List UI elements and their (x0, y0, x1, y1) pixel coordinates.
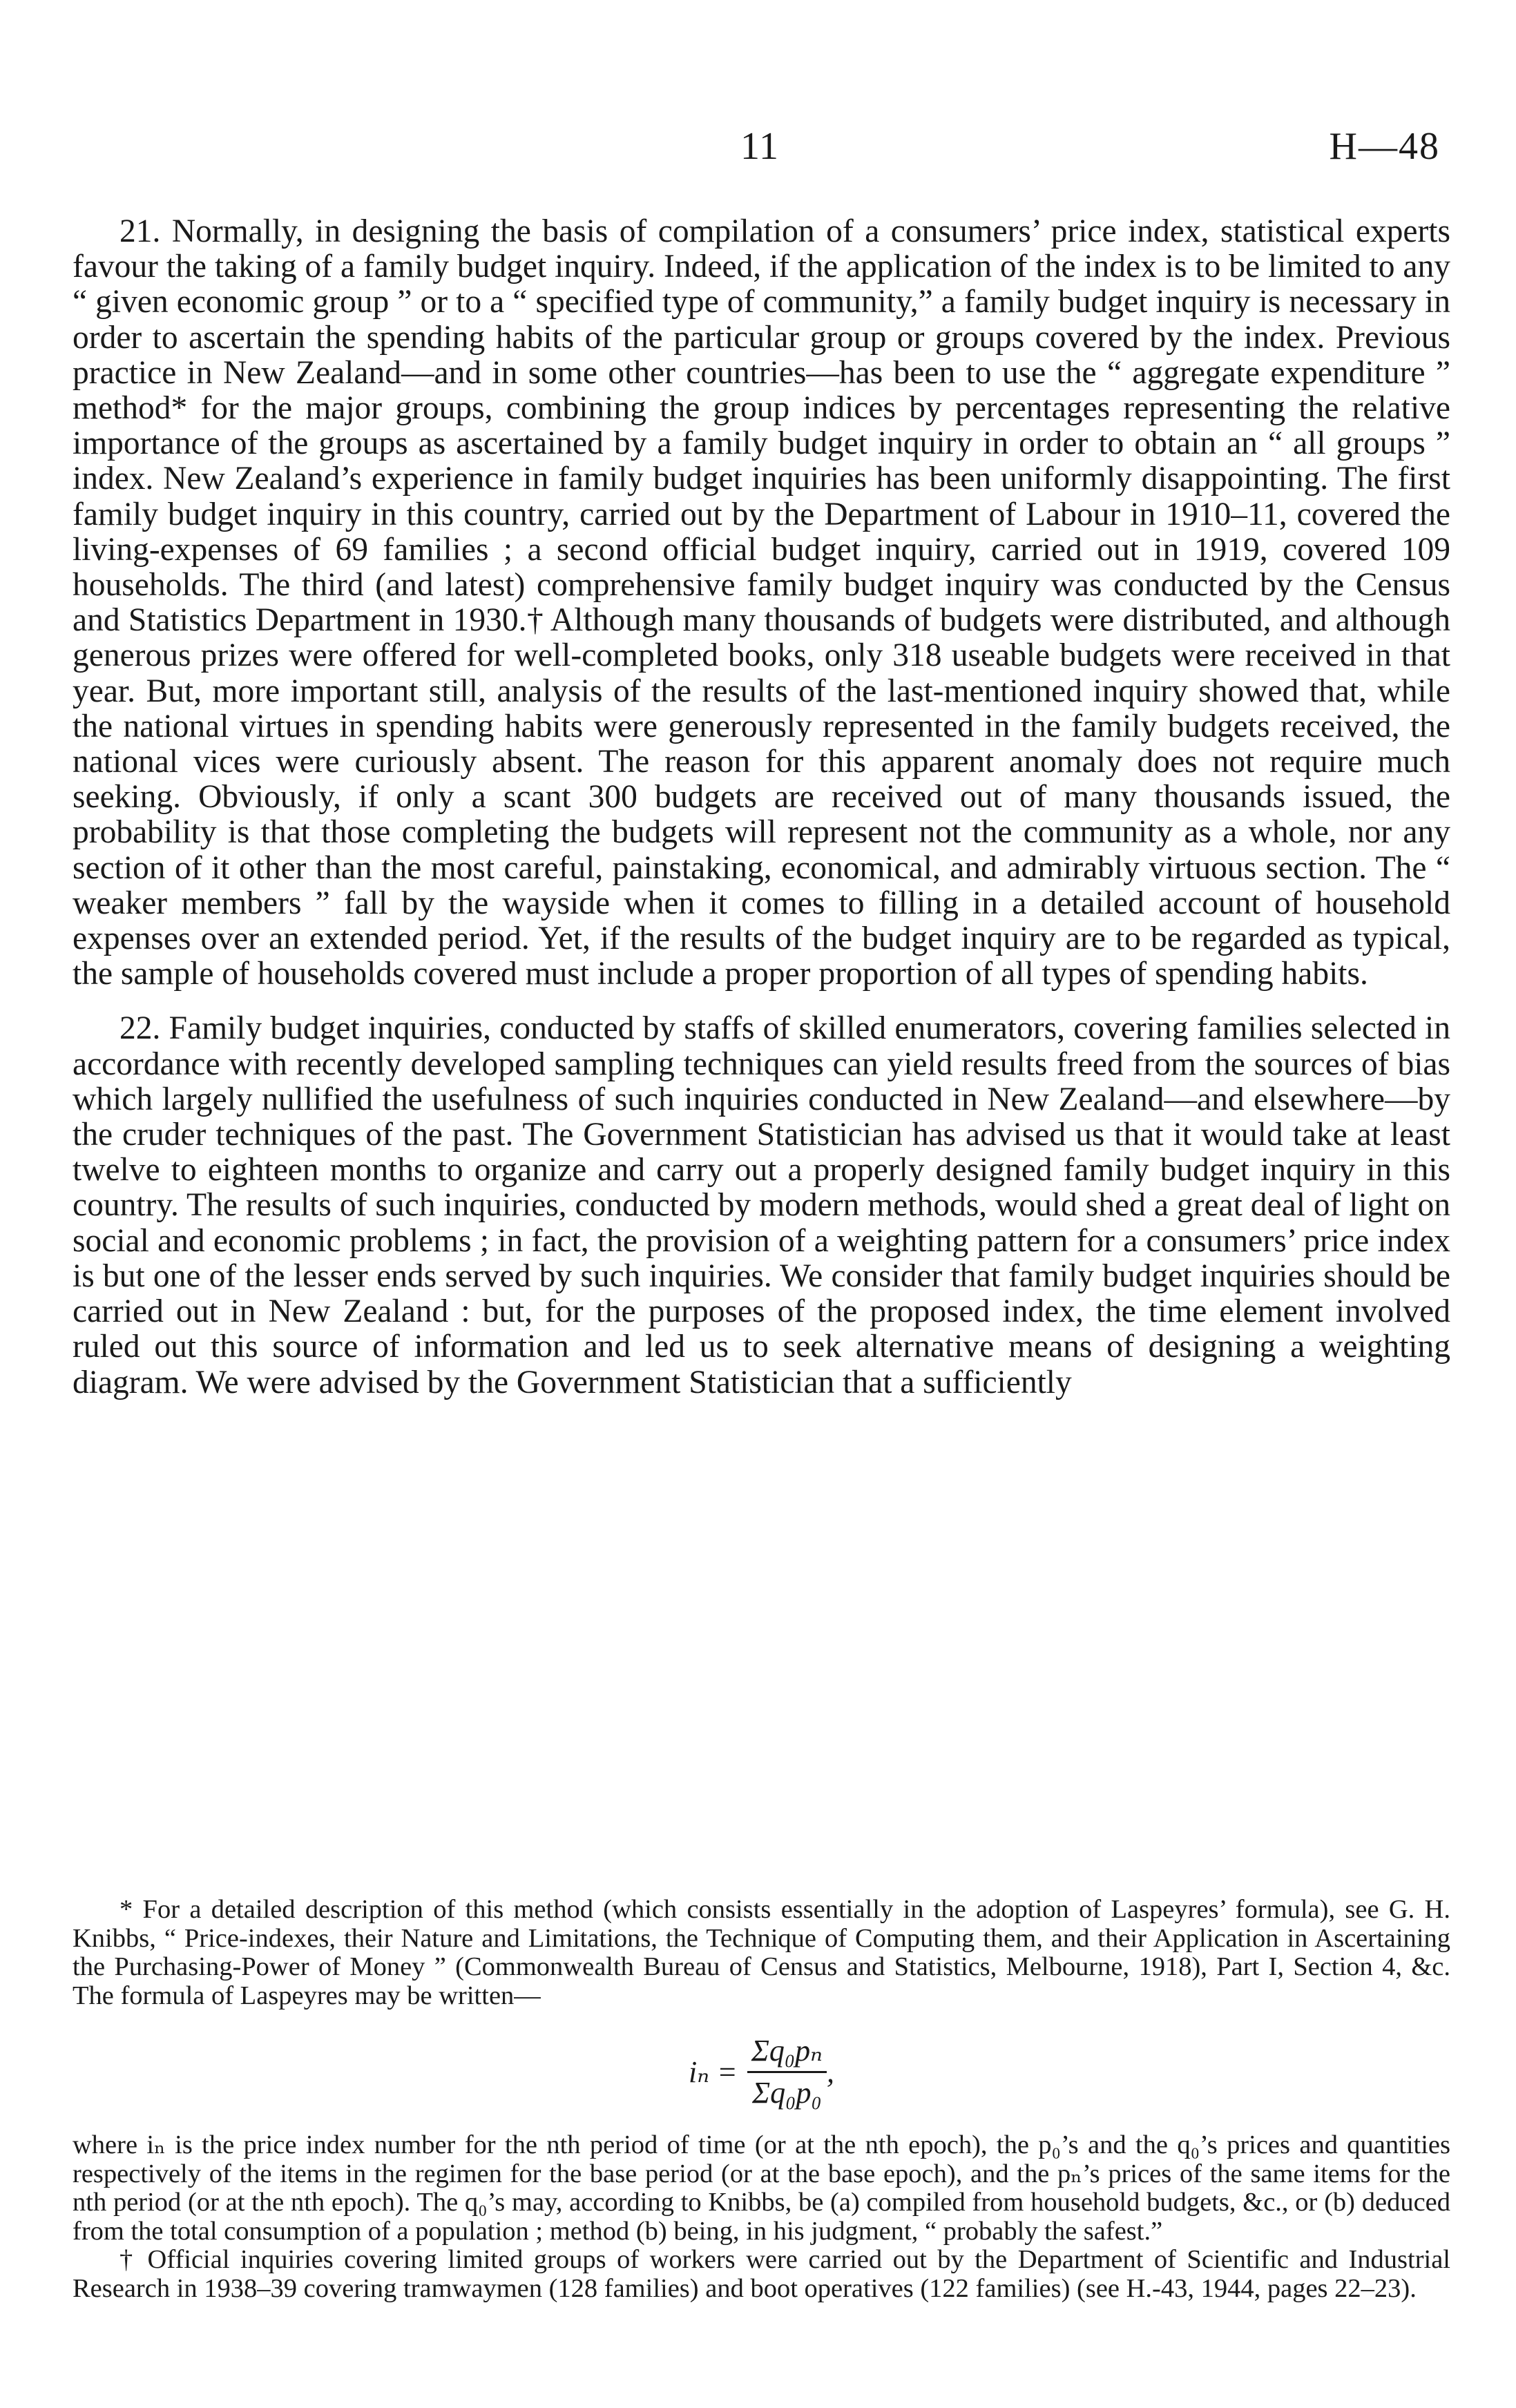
paragraph-22: 22. Family budget inquiries, conducted by staffs of skilled enumerators, covering families selected in accordance with recently developed sampling techniques can yield results freed from the sources of bias which largely nullified the usefulness of such inquiries conducted in New Zealand—and elsewhere—by the cruder techniques of the past. The Government Statistician has advised us that it would take at least twelve to eighteen months to organize and carry out a properly designed family budget inquiry in this country. The results of such inquiries, conducted by modern methods, would shed a great deal of light on social and economic problems ; in fact, the provision of a weighting pattern for a consumers’ price index is but one of the lesser ends served by such inquiries. We consider that family budget inquiries should be carried out in New Zealand : but, for the purposes of the proposed index, the time element involved ruled out this source of information and led us to seek alternative means of designing a weighting diagram. We were advised by the Government Statistician that a sufficiently (73, 1010, 1450, 1400)
formula-fraction (747, 2034, 827, 2110)
body-text (73, 214, 1450, 1400)
footnote-dagger: † Official inquiries covering limited groups of workers were carried out by the Department of Scientific and Industrial Research in 1938–39 covering tramwaymen (128 families) and boot operatives (122 families) (see H.-43, 1944, pages 22–23). (73, 2245, 1450, 2303)
formula-numerator: Σq₀pₙ (747, 2034, 827, 2073)
document-reference: H—48 (1329, 125, 1440, 168)
formula-denominator: Σq₀p₀ (752, 2076, 822, 2110)
footnote-star: * For a detailed description of this method (which consists essentially in the adoption of Laspeyres’ formula), see G. H. Knibbs, “ Price-indexes, their Nature and Limitations, the Technique of Computing them, and their Application in Ascertaining the Purchasing-Power of Money ” (Commonwealth Bureau of Census and Statistics, Melbourne, 1918), Part I, Section 4, &c. The formula of Laspeyres may be written— (73, 1895, 1450, 2010)
footnotes (73, 1896, 1450, 2303)
page-number: 11 (740, 125, 779, 168)
formula-lhs: iₙ = (688, 2054, 738, 2089)
formula-comma: , (827, 2054, 835, 2089)
footnote-where-clause: where iₙ is the price index number for the nth period of time (or at the nth epoch), the p₀’s and the q₀’s prices and quantities respectively of the items in the regimen for the base period (or at the base epoch), and the pₙ’s prices of the same items for the nth period (or at the nth epoch). The q₀’s may, according to Knibbs, be (a) compiled from household budgets, &c., or (b) deduced from the total consumption of a population ; method (b) being, in his judgment, “ probably the safest.” (73, 2130, 1450, 2246)
paragraph-21: 21. Normally, in designing the basis of compilation of a consumers’ price index, statistical experts favour the taking of a family budget inquiry. Indeed, if the application of the index is to be limited to any “ given economic group ” or to a “ specified type of community,” a family budget inquiry is necessary in order to ascertain the spending habits of the particular group or groups covered by the index. Previous practice in New Zealand—and in some other countries—has been to use the “ aggregate expenditure ” method* for the major groups, combining the group indices by percentages representing the relative importance of the groups as ascertained by a family budget inquiry in order to obtain an “ all groups ” index. New Zealand’s experience in family budget inquiries has been uniformly disappointing. The first family budget inquiry in this country, carried out by the Department of Labour in 1910–11, covered the living-expenses of 69 families ; a second official budget inquiry, carried out in 1919, covered 109 households. The third (and latest) comprehensive family budget inquiry was conducted by the Census and Statistics Department in 1930.† Although many thousands of budgets were distributed, and although generous prizes were offered for well-completed books, only 318 useable budgets were received in that year. But, more important still, analysis of the results of the last-mentioned inquiry showed that, while the national virtues in spending habits were generously represented in the family budgets received, the national vices were curiously absent. The reason for this apparent anomaly does not require much seeking. Obviously, if only a scant 300 budgets are received out of many thousands issued, the probability is that those completing the budgets will represent not the community as a whole, nor any section of it other than the most careful, painstaking, economical, and admirably virtuous section. The “ weaker members ” fall by the wayside when it comes to filling in a detailed account of household expenses over an extended period. Yet, if the results of the budget inquiry are to be regarded as typical, the sample of households covered must include a proper proportion of all types of spending habits. (73, 213, 1450, 992)
laspeyres-formula (73, 2034, 1450, 2110)
